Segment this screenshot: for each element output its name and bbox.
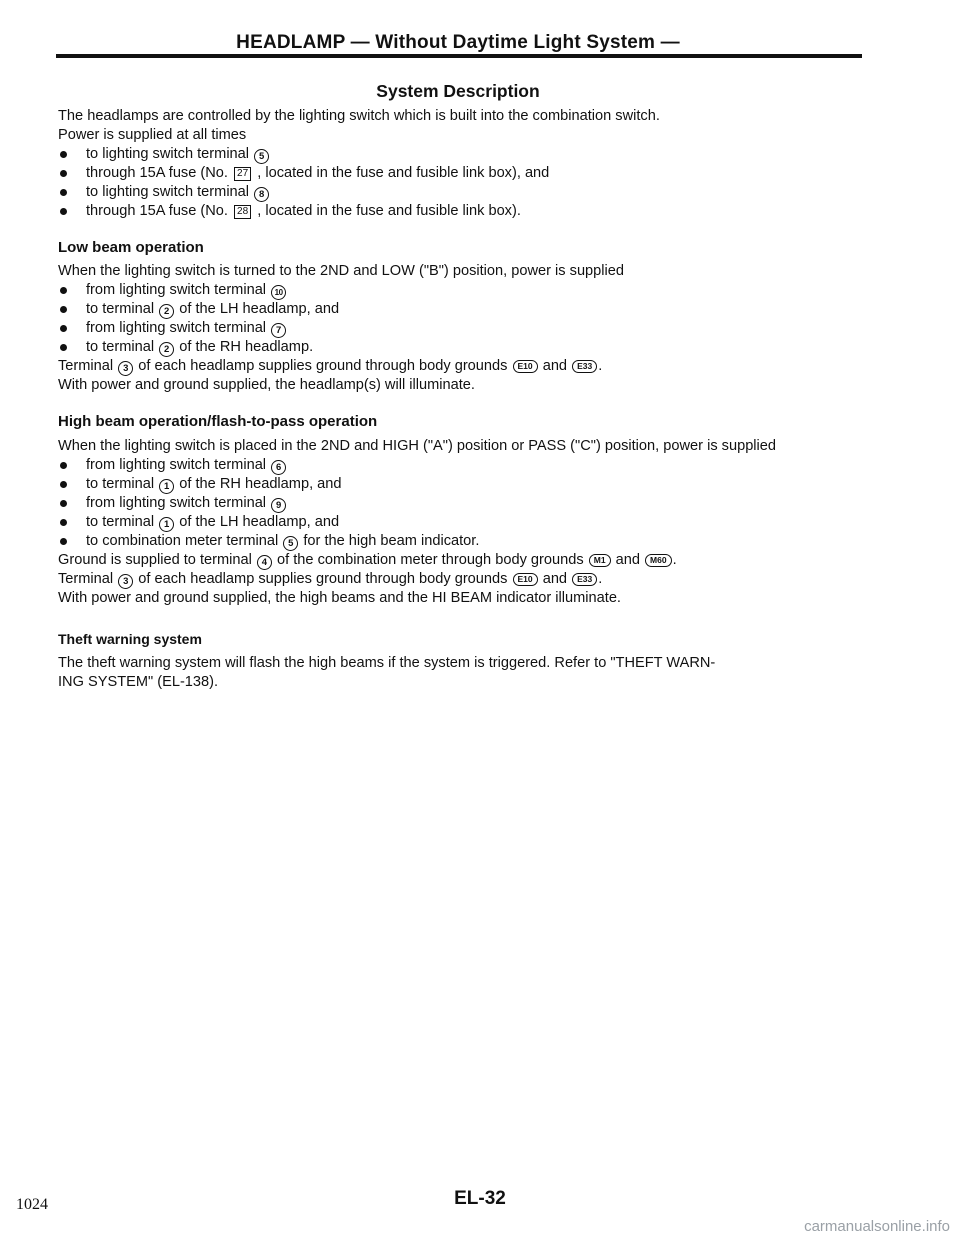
terminal-number-icon: 3 [118,361,133,376]
high-beam-closing: With power and ground supplied, the high beams and the HI BEAM indicator illuminate. [58,590,621,607]
terminal-number-icon: 5 [283,536,298,551]
page-code: EL-32 [454,1188,506,1209]
page-header: HEADLAMP — Without Daytime Light System — [236,32,680,53]
page-content [58,82,858,692]
fuse-number-icon: 28 [234,205,251,219]
terminal-number-icon: 10 [271,285,286,300]
bullet-icon [60,519,67,526]
fuse-number-icon: 27 [234,167,251,181]
terminal-number-icon: 2 [159,342,174,357]
low-beam-intro: When the lighting switch is turned to the 2ND and LOW ("B") position, power is supplied [58,263,625,280]
bullet-icon [60,306,67,313]
list-item: from lighting switch terminal 7 [58,319,858,338]
terminal-number-icon: 8 [254,187,269,202]
terminal-number-icon: 6 [271,460,286,475]
bullet-icon [60,189,67,196]
ground-connector-icon: E10 [513,360,538,373]
bullet-icon [60,538,67,545]
theft-paragraph: The theft warning system will flash the high beams if the system is triggered. Refer to "THEFT WARN- ING SYSTEM" (EL-138). [58,654,716,690]
list-item: from lighting switch terminal 9 [58,494,858,513]
bullet-icon [60,208,67,215]
ground-connector-icon: E33 [572,360,597,373]
watermark: carmanualsonline.info [804,1218,950,1235]
bullet-icon [60,500,67,507]
high-beam-ground-meter: Ground is supplied to terminal 4 of the combination meter through body grounds M1 and M60 . [58,552,677,569]
list-item: to lighting switch terminal 5 [58,145,858,164]
bullet-icon [60,481,67,488]
list-item: from lighting switch terminal 6 [58,456,858,475]
list-item: through 15A fuse (No. 28 , located in the fuse and fusible link box). [58,202,858,221]
list-item: to terminal 1 of the LH headlamp, and [58,513,858,532]
terminal-number-icon: 1 [159,517,174,532]
header-rule [56,54,862,58]
ground-connector-icon: E10 [513,573,538,586]
low-beam-ground: Terminal 3 of each headlamp supplies ground through body grounds E10 and E33 . [58,358,603,375]
section-title: System Description [376,81,540,101]
bullet-icon [60,151,67,158]
intro-paragraph: The headlamps are controlled by the lighting switch which is built into the combination switch. Power is supplied at all times [58,107,660,143]
bullet-icon [60,462,67,469]
theft-heading: Theft warning system [58,630,202,647]
bullet-icon [60,170,67,177]
page-number: 1024 [16,1196,48,1213]
bullet-icon [60,344,67,351]
low-beam-closing: With power and ground supplied, the headlamp(s) will illuminate. [58,377,475,394]
terminal-number-icon: 2 [159,304,174,319]
bullet-icon [60,325,67,332]
list-item: to terminal 2 of the RH headlamp. [58,338,858,357]
list-item: to combination meter terminal 5 for the high beam indicator. [58,532,858,551]
high-beam-ground-headlamp: Terminal 3 of each headlamp supplies ground through body grounds E10 and E33 . [58,571,603,588]
terminal-number-icon: 3 [118,574,133,589]
list-item: to terminal 1 of the RH headlamp, and [58,475,858,494]
list-item: through 15A fuse (No. 27 , located in the fuse and fusible link box), and [58,164,858,183]
low-beam-heading: Low beam operation [58,238,204,256]
terminal-number-icon: 4 [257,555,272,570]
ground-connector-icon: E33 [572,573,597,586]
terminal-number-icon: 9 [271,498,286,513]
terminal-number-icon: 7 [271,323,286,338]
high-beam-intro: When the lighting switch is placed in the 2ND and HIGH ("A") position or PASS ("C") position, power is supplied [58,438,777,455]
ground-connector-icon: M60 [645,554,672,567]
ground-connector-icon: M1 [589,554,611,567]
list-item: to lighting switch terminal 8 [58,183,858,202]
terminal-number-icon: 1 [159,479,174,494]
list-item: from lighting switch terminal 10 [58,281,858,300]
terminal-number-icon: 5 [254,149,269,164]
high-beam-heading: High beam operation/flash-to-pass operation [58,413,378,431]
list-item: to terminal 2 of the LH headlamp, and [58,300,858,319]
bullet-icon [60,287,67,294]
